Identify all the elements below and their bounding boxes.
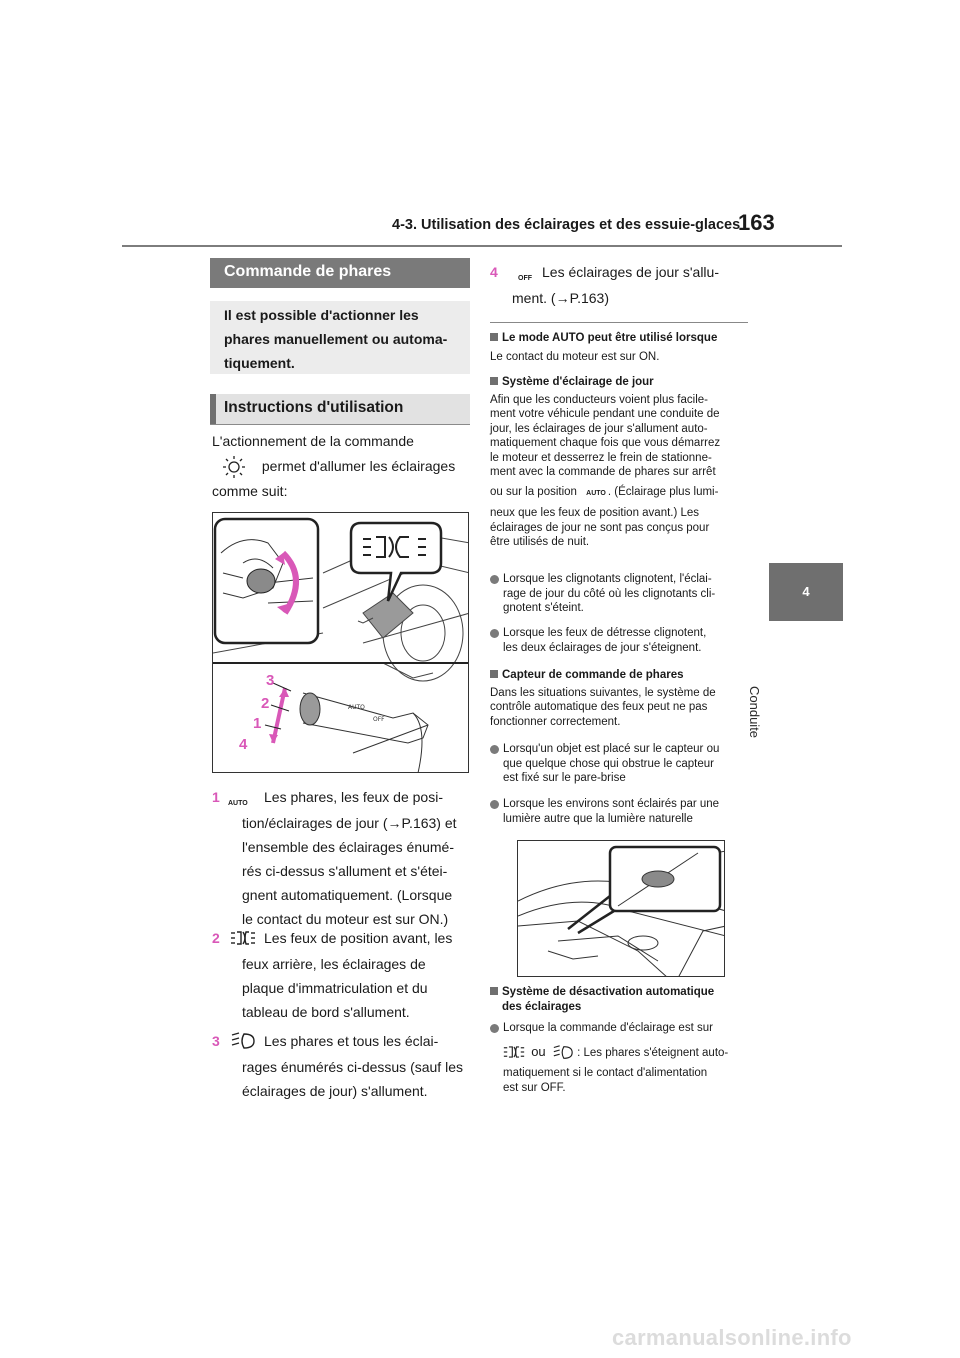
bullet-line: est fixé sur le pare-brise [503,772,626,784]
note-text: . (Éclairage plus lumi- [607,485,719,498]
watermark: carmanualsonline.info [612,1325,852,1350]
note-heading-text: Système de désactivation automatique [502,986,715,998]
bullet-artificial-light [490,797,752,826]
bullet-line: Lorsque la commande d'éclairage est sur [503,1022,713,1034]
item-text: tableau de bord s'allument. [242,1004,410,1020]
circle-bullet-icon [490,800,499,809]
note-body-line: jour, les éclairages de jour s'allument auto- [490,422,708,435]
note-heading-text: Système d'éclairage de jour [502,376,654,388]
figure-callout-3: 3 [266,672,275,689]
square-bullet-icon [490,377,498,385]
headlight-switch-icon [214,455,254,479]
position-lights-icon [230,930,256,946]
note-text: ou sur la position [490,485,577,498]
note-body-line [490,485,752,502]
circle-bullet-icon [490,575,499,584]
item-text: ment. (→P.163) [512,290,610,306]
bullet-turn-signals [490,572,752,616]
stalk-auto-label: AUTO [348,704,365,711]
bullet-text: : Les phares s'éteignent auto- [577,1046,729,1059]
figure-callout-4: 4 [239,736,248,753]
bullet-line: gnotent s'éteint. [503,602,584,614]
note-body-line: ment avec la commande de phares sur arrêt [490,466,716,478]
note-body-line: éclairages de jour ne sont pas conçus pour [490,521,710,534]
note-body-line: être utilisés de nuit. [490,536,590,548]
item-number: 4 [490,264,498,280]
note-auto-off [490,985,752,1014]
page-number: 163 [738,210,775,235]
bullet-line: Lorsque les clignotants clignotent, l'éclai- [503,573,712,585]
note-heading-text: des éclairages [502,1000,582,1013]
note-heading-text: Capteur de commande de phares [502,669,684,681]
circle-bullet-icon [490,745,499,754]
item-text: rages énumérés ci-dessus (sauf les [242,1059,463,1075]
section-rule [210,424,470,425]
item-number: 1 [212,789,220,805]
bullet-sensor-obstructed [490,742,752,786]
item-text: le contact du moteur est sur ON.) [242,911,449,927]
bullet-line: Lorsque les environs sont éclairés par une [503,798,720,810]
instruction-text-line2 [212,454,472,479]
note-body-line: matiquement chaque fois que vous démarrez [490,437,721,449]
note-heading [490,668,752,683]
bullet-line: est sur OFF. [503,1081,566,1094]
circle-bullet-icon [490,629,499,638]
bullet-hazard [490,626,752,655]
chapter-title: 4-3. Utilisation des éclairages et des essuie-glaces [392,217,741,233]
note-auto-mode [490,331,752,364]
note-body-line: Dans les situations suivantes, le système de [490,686,716,699]
note-sensor [490,668,752,729]
list-item-1 [212,785,470,935]
note-heading [490,375,752,390]
header-rule [122,245,842,247]
instruction-text-2: permet d'allumer les éclairages [261,458,456,474]
headlights-icon [230,1032,256,1050]
note-heading [490,331,752,346]
square-bullet-icon [490,333,498,341]
note-body: Le contact du moteur est sur ON. [490,350,660,363]
section-title-instructions: Instructions d'utilisation [210,394,470,424]
headlight-switch-drawing [213,513,469,773]
item-number: 3 [212,1033,220,1049]
note-body-line: le moteur et desserrez le frein de stationne- [490,451,712,464]
note-heading [490,985,752,1000]
item-text: rés ci-dessus s'allument et s'étei- [242,863,448,879]
item-text: gnent automatiquement. (Lorsque [242,887,453,903]
bullet-line: Lorsque les feux de détresse clignotent, [503,627,707,639]
note-body-line: Afin que les conducteurs voient plus facile- [490,393,708,406]
bullet-line: Lorsqu'un objet est placé sur le capteur ou [503,743,720,755]
headlight-switch-illustration [212,512,469,773]
note-heading-text: Le mode AUTO peut être utilisé lorsque [502,332,718,344]
position-lights-icon [503,1045,525,1059]
headlights-icon [552,1045,574,1060]
bullet-text: ou [531,1043,546,1059]
stalk-off-label: OFF [373,716,385,723]
bullet-line: les deux éclairages de jour s'éteignent. [503,641,702,654]
bullet-line: rage de jour du côté où les clignotants cli- [503,587,716,600]
note-body-line: neux que les feux de position avant.) Les [490,507,700,519]
list-item-2 [212,926,470,1026]
notes-rule [490,322,748,323]
list-item-3 [212,1029,470,1109]
auto-icon: AUTO [586,489,606,497]
section-title-headlight-switch: Commande de phares [210,258,470,288]
note-body-line: ment votre véhicule pendant une conduite de [490,408,720,420]
note-daytime-lights [490,375,752,550]
light-sensor-drawing [518,841,725,977]
intro-box [210,301,470,374]
item-number: 2 [212,930,220,946]
note-body-line: fonctionner correctement. [490,715,621,728]
auto-icon: AUTO [228,800,248,807]
instruction-text-3: comme suit: [212,483,288,499]
square-bullet-icon [490,670,498,678]
intro-line: Il est possible d'actionner les [224,307,419,323]
bullet-line: matiquement si le contact d'alimentation [503,1067,708,1079]
item-text: tion/éclairages de jour (→P.163) et [242,815,457,831]
bullet-switch-position [490,1021,752,1095]
item-text: feux arrière, les éclairages de [242,956,426,972]
item-text: Les éclairages de jour s'allu- [542,264,719,280]
intro-line: phares manuellement ou automa- [224,331,448,347]
off-icon: OFF [518,275,532,282]
item-text: Les phares et tous les éclai- [264,1033,439,1049]
chapter-tab: 4 [769,563,843,621]
item-text: Les phares, les feux de posi- [264,789,443,805]
square-bullet-icon [490,987,498,995]
figure-callout-1: 1 [253,715,262,732]
bullet-line: que quelque chose qui obstrue le capteur [503,757,714,770]
bullet-line: lumière autre que la lumière naturelle [503,812,693,825]
light-sensor-illustration [517,840,725,977]
instruction-text: L'actionnement de la commande [212,433,414,449]
list-item-4 [490,260,748,312]
item-text: l'ensemble des éclairages énumé- [242,839,455,855]
circle-bullet-icon [490,1024,499,1033]
bullet-line-icons [503,1045,752,1061]
chapter-tab-label: Conduite [747,686,762,739]
figure-callout-2: 2 [261,695,270,712]
intro-line: tiquement. [224,355,295,371]
item-text: Les feux de position avant, les [264,930,453,946]
note-body-line: contrôle automatique des feux peut ne pas [490,701,708,713]
item-text: plaque d'immatriculation et du [242,980,428,996]
item-text: éclairages de jour) s'allument. [242,1083,428,1099]
